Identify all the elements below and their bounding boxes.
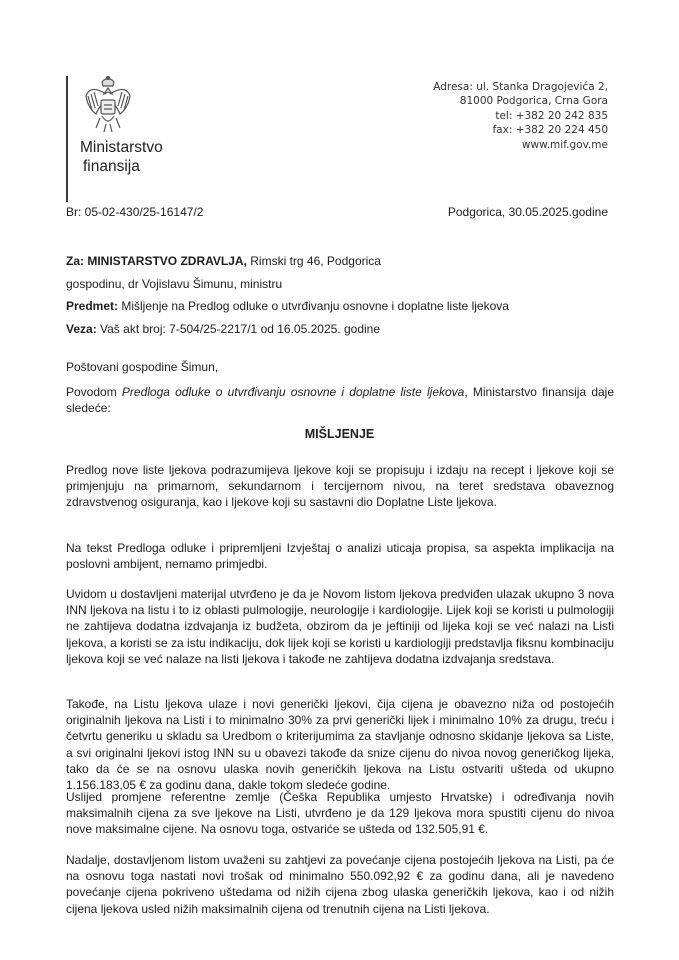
recipient-org: MINISTARSTVO ZDRAVLJA, <box>87 254 247 268</box>
addressee-line: gospodinu, dr Vojislavu Šimunu, ministru <box>66 276 283 291</box>
paragraph-5: Uslijed promjene referentne zemlje (Češka Republika umjesto Hrvatske) i određivanja novih maksimalnih cijena za sve ljekove na Listi, utvrđeno je da 129 ljekova mora spustiti cijenu do nivoa nove maksimalne cijene. Na osnovu toga, ostvariće se ušteda od 132.505,91 €. <box>66 790 614 837</box>
ministry-name-line2: finansija <box>83 158 140 175</box>
address-tel: tel: +382 20 242 835 <box>495 109 608 122</box>
address-city: 81000 Podgorica, Crna Gora <box>459 95 608 108</box>
intro-suffix: , Ministarstvo finansija daje sledeće: <box>66 385 615 416</box>
subject-text: Mišljenje na Predlog odluke o utvrđivanju osnovne i doplatne liste ljekova <box>118 299 509 313</box>
ministry-name-line1: Ministarstvo <box>80 139 163 156</box>
coat-of-arms-icon <box>82 74 134 138</box>
address-street: Adresa: ul. Stanka Dragojevića 2, <box>433 81 608 93</box>
address-website: www.mif.gov.me <box>521 138 608 151</box>
intro-paragraph <box>66 384 614 416</box>
paragraph-3: Uvidom u dostavljeni materijal utvrđeno je da je Novom listom ljekova predviđen ulazak ukupno 3 nova INN ljekova na listu i to iz oblasti pulmologije, neurologije i kardiologije. Lijek koji se koristi u pulmologiji ne zahtijeva dodatna izdvajanja iz budžeta, obzirom da je jeftiniji od lijeka koji se već nalazi na Listi ljekova, a koristi se za istu indikaciju, dok lijek koji se koristi u kardiologiji predstavlja fiksnu kombinaciju ljekova koji se već nalaze na listi ljekova i takođe ne zahtijeva dodatna izdvajanja sredstava. <box>66 587 614 666</box>
paragraph-2: Na tekst Predloga odluke i pripremljeni Izvještaj o analizi uticaja propisa, sa aspekta implikacija na poslovni ambijent, nemamo primjedbi. <box>66 541 614 572</box>
reference-link-line <box>66 318 509 341</box>
paragraph-6: Nadalje, dostavljenom listom uvaženi su zahtjevi za povećanje cijena postojećih ljekova na Listi, pa će na osnovu toga nastati novi trošak od minimalno 550.092,92 € za godinu dana, ali je navedeno povećanje cijena pokriveno uštedama od nižih cijena zbog ulaska generičkih ljekova, kao i od nižih cijena ljekova usled nižih maksimalnih cijena od trenutnih cijena na Listi ljekova. <box>66 853 614 916</box>
subject-label: Predmet: <box>66 299 119 313</box>
reference-number: Br: 05-02-430/25-16147/2 <box>66 205 204 219</box>
place-date: Podgorica, 30.05.2025.godine <box>447 205 608 219</box>
recipient-address: Rimski trg 46, Podgorica <box>246 254 381 268</box>
paragraph-1: Predlog nove liste ljekova podrazumijeva ljekove koji se propisuju i izdaju na recept i ljekove koji se primjenjuju na primarnom, sekundarnom i tercijernom nivou, na teret sredstava obaveznog zdravstvenog osiguranja, kao i ljekove koji su sastavni dio Doplatne Liste ljekova. <box>66 463 614 510</box>
za-label: Za: <box>66 254 84 268</box>
address-fax: fax: +382 20 224 450 <box>492 124 608 137</box>
recipient-block <box>66 250 509 340</box>
salutation: Poštovani gospodine Šimun, <box>66 360 219 374</box>
veza-label: Veza: <box>66 321 97 336</box>
intro-italic-title: Predloga odluke o utvrđivanju osnovne i doplatne liste ljekova <box>121 385 465 399</box>
contact-address-block <box>433 80 608 152</box>
ministry-name <box>80 138 163 176</box>
opinion-heading: MIŠLJENJE <box>304 427 375 441</box>
letterhead-divider <box>66 76 68 202</box>
paragraph-4: Takođe, na Listu ljekova ulaze i novi generički ljekovi, čija cijena je obavezno niža od postojećih originalnih ljekova na Listi i to minimalno 30% za prvi generički lijek i minimalno 10% za drugu, treću i četvrtu generiku u skladu sa Uredbom o kriterijumima za stavljanje odnosno skidanje ljekova sa Liste, a svi originalni ljekovi istog INN su u obavezi takođe da snize cijenu do nivoa novog generičkog lijeka, tako da će se na osnovu ulaska novih generičkih ljekova na Listu ostvariti ušteda od ukupno 1.156.183,05 € za godinu dana, dakle tokom sledeće godine. <box>66 697 614 793</box>
subject-line <box>66 295 509 318</box>
recipient-line <box>66 250 509 273</box>
veza-text: Vaš akt broj: 7-504/25-2217/1 od 16.05.2025. godine <box>96 321 381 336</box>
intro-prefix: Povodom <box>66 385 122 399</box>
